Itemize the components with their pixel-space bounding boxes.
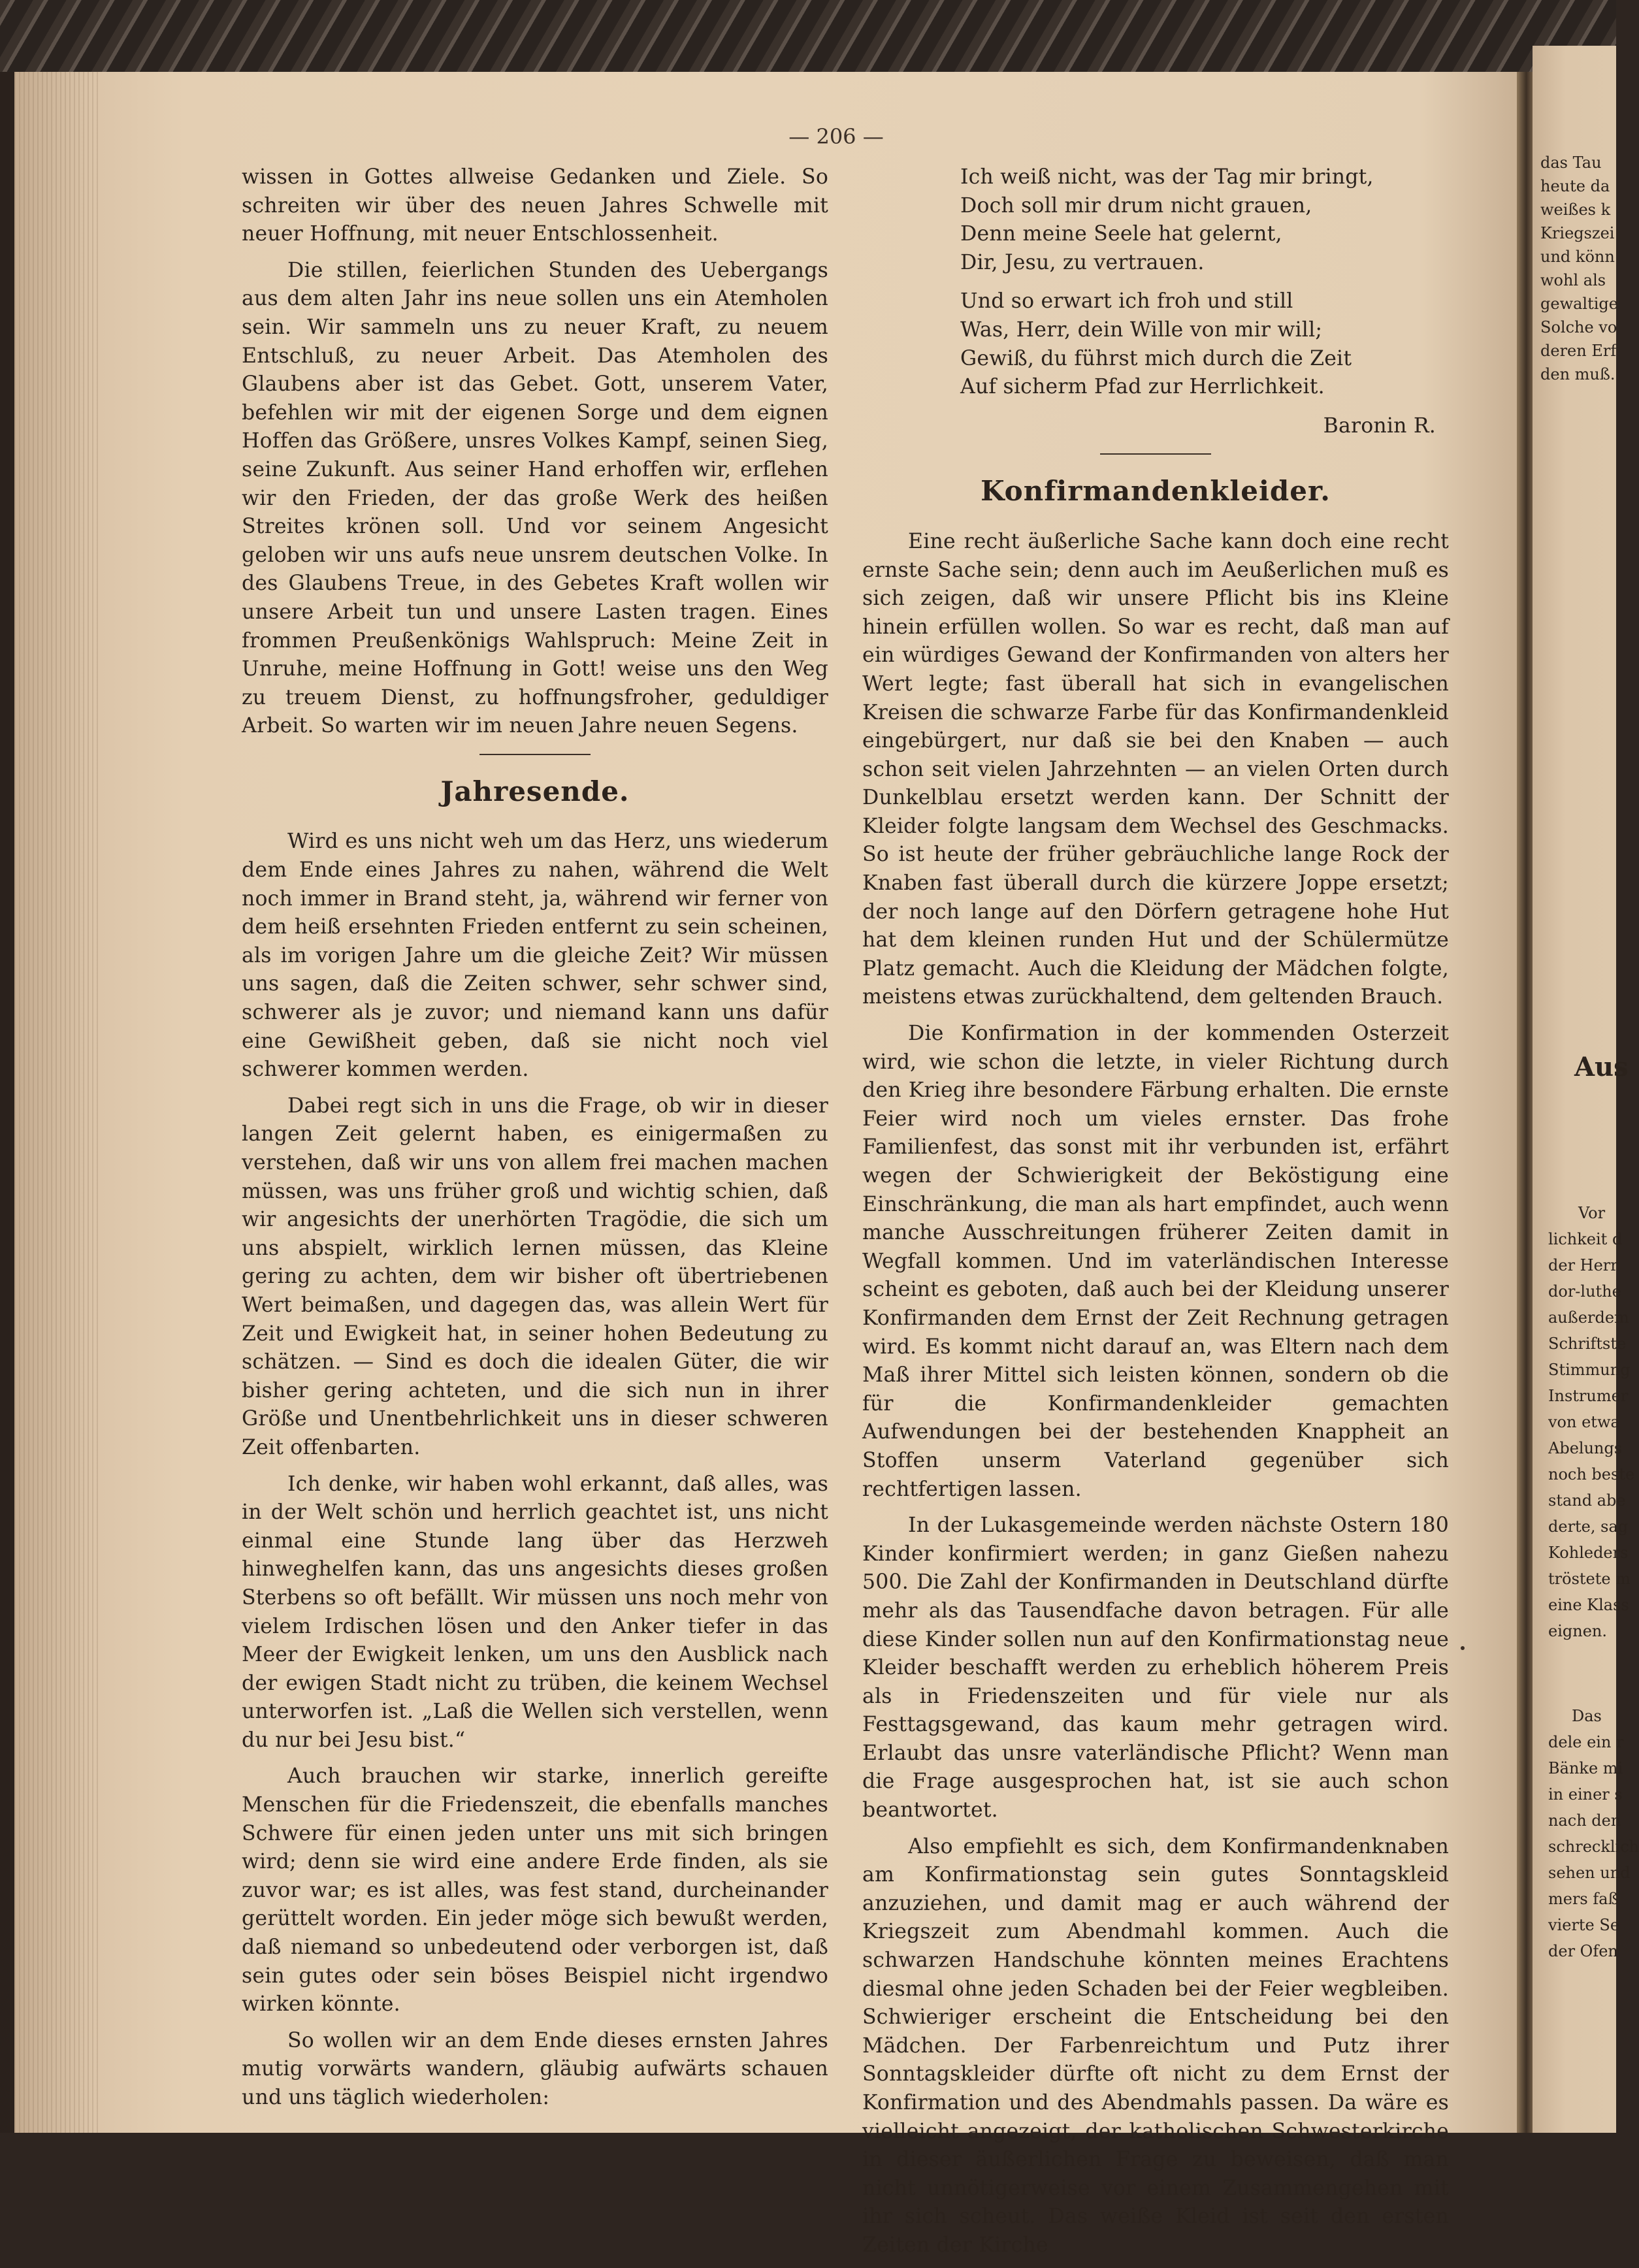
fragment-line: in einer s	[1548, 1785, 1623, 1804]
section-divider	[1100, 453, 1211, 455]
poem-line: Ich weiß nicht, was der Tag mir bringt,	[960, 165, 1374, 189]
fragment-line: vierte Se	[1548, 1916, 1620, 1934]
fragment-line: der Herr	[1548, 1256, 1618, 1274]
fragment-line: tröstete m	[1548, 1570, 1631, 1588]
article-paragraph: Wird es uns nicht weh um das Herz, uns wiederum dem Ende eines Jahres zu nahen, während die Welt noch immer in Brand steht, ja, während wir ferner von dem heiß ersehnten Frieden entfernt zu sein scheinen, als im vorigen Jahre um die gleiche Zeit? Wir müssen uns sagen, daß die Zeiten schwer, sehr schwer sind, schwerer als je zuvor; und niemand kann uns dafür eine Gewißheit geben, daß sie nicht noch viel schwerer kommen werden.	[242, 830, 828, 1082]
fragment-line: nach den	[1548, 1811, 1621, 1830]
page-gutter	[1517, 72, 1533, 2133]
left-column	[242, 163, 828, 2120]
fragment-line: das Tau	[1540, 154, 1602, 172]
fragment-line: derte, sag	[1548, 1517, 1629, 1536]
fragment-line: schrecklich	[1548, 1838, 1639, 1856]
fragment-line: eignen.	[1548, 1622, 1607, 1640]
fragment-line: Kohleders	[1548, 1544, 1629, 1562]
fragment-line: Bänke mi	[1548, 1759, 1623, 1777]
fragment-line: von etwa	[1548, 1413, 1620, 1431]
fragment-line: Stimmung	[1548, 1361, 1631, 1379]
next-page-fragment	[1533, 46, 1639, 2133]
article-paragraph: So wollen wir an dem Ende dieses ernsten Jahres mutig vorwärts wandern, gläubig aufwärts schauen und uns täglich wiederholen:	[242, 2028, 828, 2109]
fragment-line: heute da	[1540, 177, 1610, 195]
article-paragraph: Also empfiehlt es sich, dem Konfirmandenknaben am Konfirmationstag sein gutes Sonntagskleid anzuziehen, und damit mag er auch während der Kriegszeit zum Abendmahl kommen. Auch die schwarzen Handschuhe könnten meines Erachtens diesmal ohne jeden Schaden bei der Feier wegbleiben. Schwieriger erscheint die Entscheidung bei den Mädchen. Der Farbenreichtum und Putz ihrer Sonntagskleider dürfte oft nicht zu dem Ernst der Konfirmation und des Abendmahls passen. Da wäre es vielleicht angezeigt, der katholischen Schwesterkirche in dieser äußerlichen Frage zu beweisen, daß man nicht unnötigerweise vor einem Zusammengehen mit ihr sich scheut. Das weiße Kleid ist seit den ersten Zeiten der Kirche	[862, 1834, 1449, 2257]
article-paragraph: In der Lukasgemeinde werden nächste Ostern 180 Kinder konfirmiert werden; in ganz Gießen nahezu 500. Die Zahl der Konfirmanden in Deutschland dürfte mehr als das Tausendfache davon betragen. Für alle diese Kinder sollen nun auf den Konfirmationstag neue Kleider beschafft werden zu erheblich höherem Preis als in Friedenszeiten und für viele nur als Festtagsgewand, das kaum mehr getragen wird. Erlaubt das unsre vaterländische Pflicht? Wenn man die Frage ausgesprochen hat, ist sie auch schon beantwortet.	[862, 1514, 1449, 1822]
poem-line: Dir, Jesu, zu vertrauen.	[960, 250, 1205, 274]
fragment-line: Abelungs	[1548, 1439, 1623, 1457]
intro-paragraph: wissen in Gottes allweise Gedanken und Ziele. So schreiten wir über des neuen Jahres Schwelle mit neuer Hoffnung, mit neuer Entschlossenheit.	[242, 165, 828, 246]
poem-line: Gewiß, du führst mich durch die Zeit	[960, 346, 1352, 370]
fragment-line: noch beste	[1548, 1465, 1635, 1483]
fragment-line: Vor	[1578, 1204, 1606, 1222]
page-edges	[14, 72, 99, 2133]
right-column	[862, 163, 1449, 2268]
fragment-line: Solche vo	[1540, 318, 1617, 336]
book-binding	[0, 72, 14, 2133]
poem-line: Und so erwart ich froh und still	[960, 289, 1293, 314]
fragment-heading: Aus	[1574, 1052, 1629, 1082]
section-divider	[479, 754, 591, 755]
fragment-line: dor-luthe	[1548, 1282, 1621, 1301]
fragment-line: Schriftste	[1548, 1335, 1627, 1353]
fragment-line: dele ein r	[1548, 1733, 1624, 1751]
fragment-line: eine Klass	[1548, 1596, 1629, 1614]
poem-stanza	[862, 163, 1449, 277]
fragment-line: Das	[1572, 1707, 1602, 1725]
poem-line: Auf sicherm Pfad zur Herrlichkeit.	[960, 375, 1325, 399]
fragment-line: lichkeit d	[1548, 1230, 1623, 1248]
fragment-line: sehen und	[1548, 1864, 1631, 1882]
ink-speck	[1461, 1646, 1465, 1650]
fragment-line: stand abe	[1548, 1491, 1626, 1510]
poem-stanza	[862, 287, 1449, 401]
poem-line: Doch soll mir drum nicht grauen,	[960, 193, 1312, 218]
article-paragraph: Eine recht äußerliche Sache kann doch eine recht ernste Sache sein; denn auch im Aeußerlichen muß es sich zeigen, daß wir unsere Pflicht bis ins Kleine hinein erfüllen wollen. So war es recht, daß man auf ein würdiges Gewand der Konfirmanden von alters her Wert legte; fast überall hat sich in evangelischen Kreisen die schwarze Farbe für das Konfirmandenkleid eingebürgert, nur daß sie bei den Knaben — auch schon seit vielen Jahrzehnten — an vielen Orten durch Dunkelblau ersetzt werden kann. Der Schnitt der Kleider folgte langsam dem Wechsel des Geschmacks. So ist heute der früher gebräuchliche lange Rock der Knaben fast überall durch die kürzere Joppe ersetzt; der noch lange auf den Dörfern getragene hohe Hut hat dem kleinen runden Hut und der Schülermütze Platz gemacht. Auch die Kleidung der Mädchen folgte, meistens etwas zurückhaltend, dem geltenden Brauch.	[862, 529, 1449, 1009]
fragment-line: gewaltige	[1540, 295, 1618, 313]
article-paragraph: Auch brauchen wir starke, innerlich gereifte Menschen für die Friedenszeit, die ebenfalls manches Schwere für einen jeden unter uns mit sich bringen wird; denn sie wird eine andere Erde finden, als sie zuvor war; es ist alles, was fest stand, durcheinander gerüttelt worden. Ein jeder möge sich bewußt werden, daß niemand so unbedeutend oder verborgen ist, daß sein gutes oder sein böses Beispiel nicht irgendwo wirken könnte.	[242, 1764, 828, 2017]
intro-paragraph: Die stillen, feierlichen Stunden des Uebergangs aus dem alten Jahr ins neue sollen uns ein Atemholen sein. Wir sammeln uns zu neuer Kraft, zu neuem Entschluß, zu neuer Arbeit. Das Atemholen des Glaubens aber ist das Gebet. Gott, unserem Vater, befehlen wir mit der eigenen Sorge und dem eignen Hoffen das Größere, unsres Volkes Kampf, seinen Sieg, seine Zukunft. Aus seiner Hand erhoffen wir, erflehen wir den Frieden, der das große Werk des heißen Streites krönen soll. Und vor seinem Angesicht geloben wir uns aufs neue unsrem deutschen Volke. In des Glaubens Treue, in des Gebetes Kraft wollen wir unsere Arbeit tun und unsere Lasten tragen. Eines frommen Preußenkönigs Wahlspruch: Meine Zeit in Unruhe, meine Hoffnung in Gott! weise uns den Weg zu treuem Dienst, zu hoffnungsfroher, geduldiger Arbeit. So warten wir im neuen Jahre neuen Segens.	[242, 258, 828, 738]
fragment-line: deren Erf	[1540, 342, 1617, 360]
article-paragraph: Die Konfirmation in der kommenden Osterzeit wird, wie schon die letzte, in vieler Richtung durch den Krieg ihre besondere Färbung erhalten. Die ernste Feier wird noch um vieles ernster. Das frohe Familienfest, das sonst mit ihr verbunden ist, erfährt wegen der Schwierigkeit der Beköstigung eine Einschränkung, die man als hart empfindet, auch wenn manche Ausschreitungen früherer Zeiten damit in Wegfall kommen. Und im vaterländischen Interesse scheint es geboten, daß auch bei der Kleidung unserer Konfirmanden dem Ernst der Zeit Rechnung getragen wird. Es kommt nicht darauf an, was Eltern nach dem Maß ihrer Mittel sich leisten können, sondern ob die für die Konfirmandenkleider gemachten Aufwendungen bei der bestehenden Knappheit an Stoffen unserm Vaterland gegenüber sich rechtfertigen lassen.	[862, 1022, 1449, 1501]
article-paragraph: Ich denke, wir haben wohl erkannt, daß alles, was in der Welt schön und herrlich geachtet ist, uns nicht einmal eine Stunde lang über das Herzweh hinweghelfen kann, das uns angesichts dieses großen Sterbens so oft befällt. Wir müssen uns noch mehr von vielem Irdischen lösen und den Anker tiefer in das Meer der Ewigkeit lenken, um uns den Ausblick nach der ewigen Stadt nicht zu trüben, die keinem Wechsel unterworfen ist. „Laß die Wellen sich verstellen, wenn du nur bei Jesu bist.“	[242, 1472, 828, 1752]
fragment-line: den muß.	[1540, 365, 1615, 383]
marbled-endpaper	[0, 0, 1616, 72]
page-number: — 206 —	[788, 124, 884, 149]
poem-signature: Baronin R.	[1323, 413, 1436, 438]
fragment-line: außerdem	[1548, 1308, 1629, 1327]
article-title-konfirmandenkleider: Konfirmandenkleider.	[981, 475, 1331, 508]
poem-line: Denn meine Seele hat gelernt,	[960, 222, 1282, 246]
fragment-line: und könn	[1540, 248, 1615, 266]
fragment-line: Kriegszei	[1540, 224, 1615, 242]
article-paragraph: Dabei regt sich in uns die Frage, ob wir in dieser langen Zeit gelernt haben, es einigermaßen zu verstehen, daß wir uns von allem frei machen machen müssen, was uns früher groß und wichtig schien, daß wir angesichts der unerhörten Tragödie, die sich um uns abspielt, wirklich lernen müssen, das Kleine gering zu achten, dem wir bisher oft übertriebenen Wert beimaßen, und dagegen das, was allein Wert für Zeit und Ewigkeit hat, in seiner hohen Bedeutung zu schätzen. — Sind es doch die idealen Güter, die wir bisher gering achteten, und die sich nun in ihrer Größe und Unentbehrlichkeit uns in dieser schweren Zeit offenbarten.	[242, 1094, 828, 1459]
fragment-line: wohl als	[1540, 271, 1606, 289]
poem-line: Was, Herr, dein Wille von mir will;	[960, 317, 1323, 342]
fragment-line: weißes k	[1540, 201, 1611, 219]
fragment-line: Instrumer	[1548, 1387, 1629, 1405]
fragment-line: der Ofen	[1548, 1942, 1618, 1960]
article-title-jahresende: Jahresende.	[440, 775, 630, 807]
fragment-line: mers faß	[1548, 1890, 1619, 1908]
